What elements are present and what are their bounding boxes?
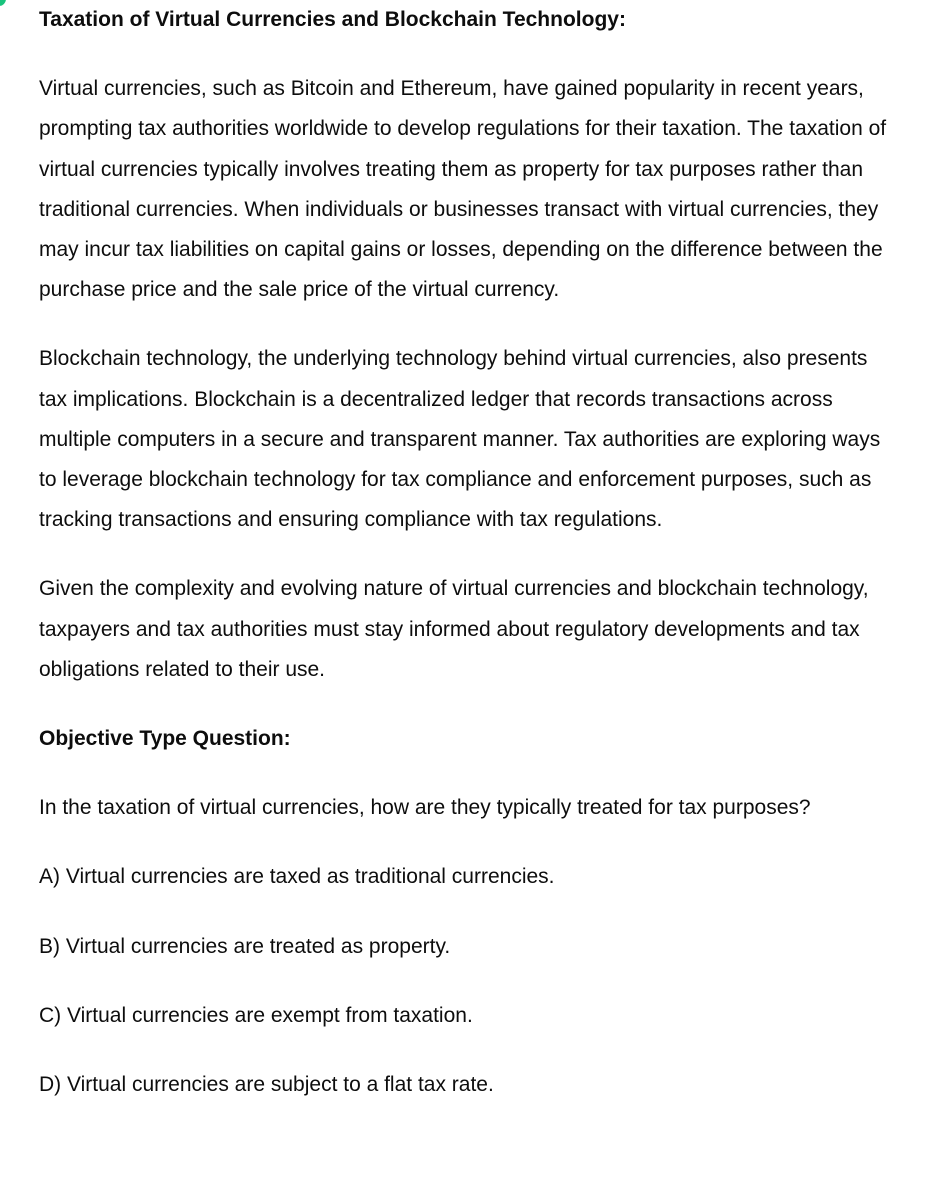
option-c: C) Virtual currencies are exempt from taxation.: [39, 1003, 473, 1027]
question-text: In the taxation of virtual currencies, how are they typically treated for tax purposes?: [39, 796, 811, 820]
paragraph-1: Virtual currencies, such as Bitcoin and Ethereum, have gained popularity in recent years, prompting tax authorities worldwide to develop regulations for their taxation. The taxation of virtual currencies typically involves treating them as property for tax purposes rather than traditional currencies. When individuals or businesses transact with virtual currencies, they may incur tax liabilities on capital gains or losses, depending on the difference between the purchase price and the sale price of the virtual currency.: [39, 77, 887, 302]
option-a: A) Virtual currencies are taxed as traditional currencies.: [39, 865, 555, 889]
question-heading: Objective Type Question:: [39, 727, 291, 751]
paragraph-2: Blockchain technology, the underlying technology behind virtual currencies, also presents tax implications. Blockchain is a decentralized ledger that records transactions across multiple computers in a secure and transparent manner. Tax authorities are exploring ways to leverage blockchain technology for tax compliance and enforcement purposes, such as tracking transactions and ensuring compliance with tax regulations.: [39, 347, 881, 532]
option-b: B) Virtual currencies are treated as property.: [39, 934, 451, 958]
section-title: Taxation of Virtual Currencies and Blockchain Technology:: [39, 8, 626, 31]
assistant-message: [39, 0, 899, 1105]
paragraph-3: Given the complexity and evolving nature of virtual currencies and blockchain technology, taxpayers and tax authorities must stay informed about regulatory developments and tax obligations related to their use.: [39, 577, 869, 681]
option-d: D) Virtual currencies are subject to a flat tax rate.: [39, 1073, 494, 1097]
assistant-avatar-icon: [0, 0, 6, 6]
